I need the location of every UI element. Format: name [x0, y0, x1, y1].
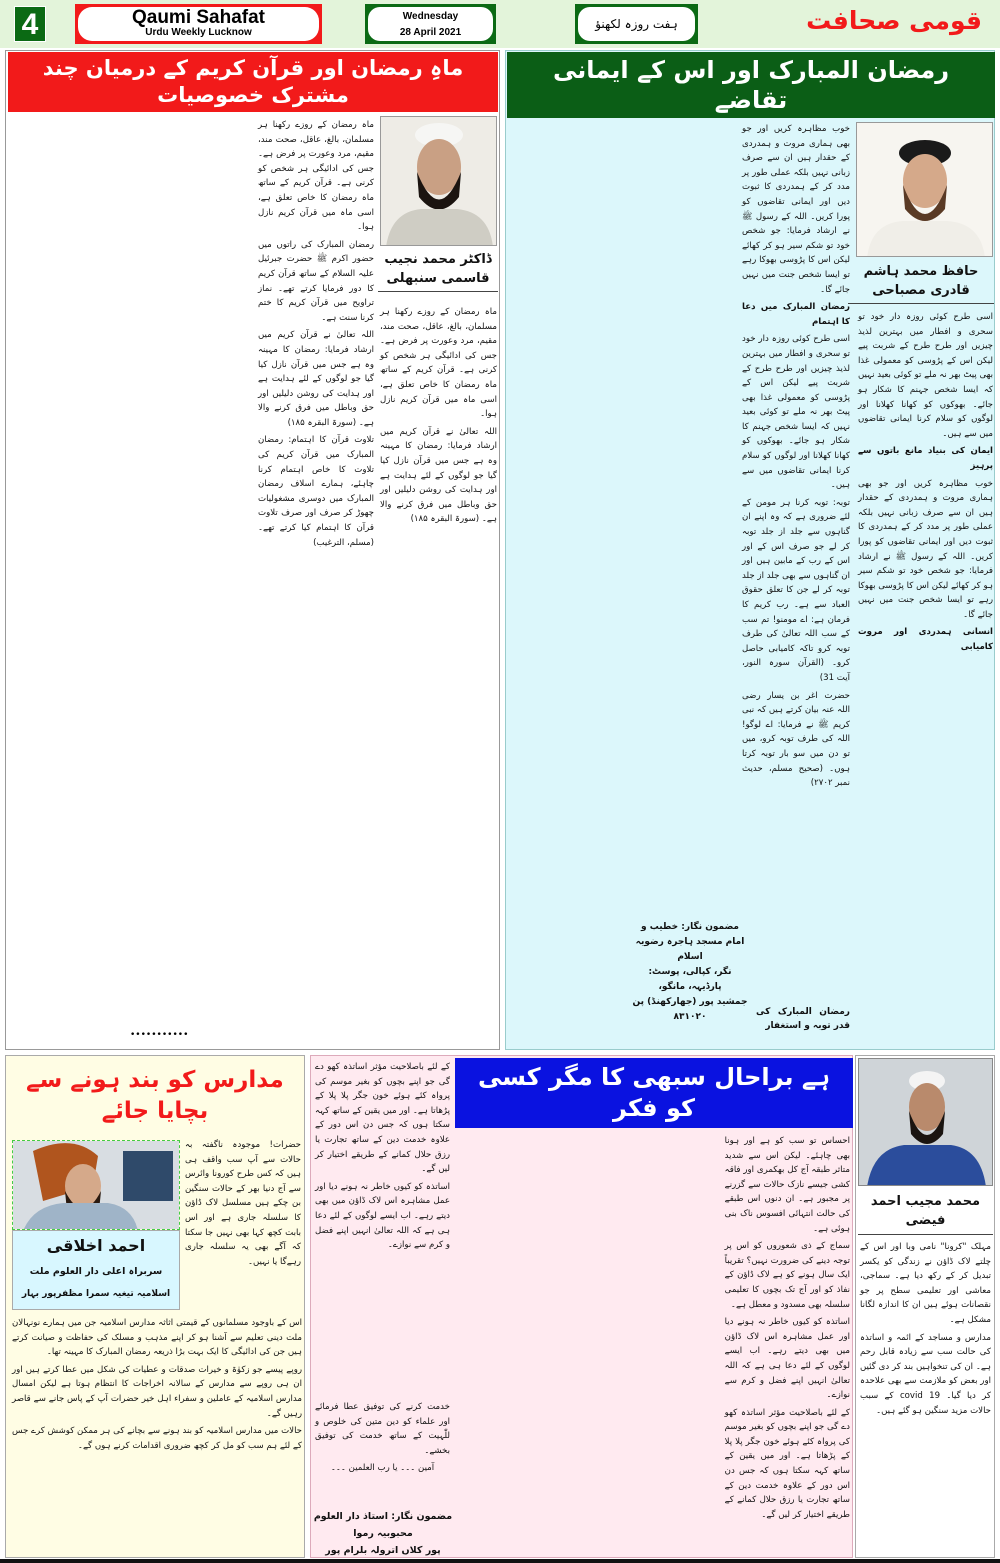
paragraph: خوب مظاہرہ کریں اور جو بھی ہماری مروت و ہمدردی کے حقدار ہیں ان سے صرف زبانی نہیں بلکہ عملی طور پر مدد کر کے ہمدردی کا ثبوت دیں اور ایمانی تقاضوں کو پورا کریں۔ اللہ کے رسول ﷺ نے ارشاد فرمایا: جو شخص خود تو شکم سیر ہو کر کھائے لیکن اس کا پڑوسی بھوکا رہے تو ایسا شخص جنت میں نہیں جائے گا۔ [858, 478, 993, 620]
address-line: نگر، کپالی، پوسٹ: پارڈیہہ، مانگو، [648, 967, 732, 992]
title-box [75, 4, 322, 44]
paragraph: اساتذہ کو کیوں خاطر نہ ہونے دیا اور عمل مشاہرہ اس لاک ڈاؤن میں بھی دیتے رہے۔ اب ایسے لوگوں کے لئے دعا ہی ہے کہ اللہ تعالیٰ انہیں اپنے فضل و کرم سے نوازے۔ [724, 1317, 850, 1401]
paragraph: حالات میں مدارس اسلامیہ کو بند ہونے سے بچانے کی ہر ممکن کوشش کرے جس کے لئے ہم سب کو مل کر کچھ ضروری اقدامات کرنے ہوں گے۔ [12, 1426, 302, 1451]
newspaper-subtitle: Urdu Weekly Lucknow [145, 27, 252, 38]
weekly-label: ہفت روزہ لکھنؤ [578, 7, 695, 41]
article-closing [315, 1400, 450, 1479]
article-body [458, 1134, 850, 1554]
end-mark: ••••••••••• [130, 1030, 189, 1040]
paragraph: ماہ رمضان کے روزے رکھنا ہر مسلمان، بالغ، عاقل، صحت مند، مقیم، مرد وعورت پر فرض ہے۔ جس کی ادائیگی ہر شخص کو کرنی ہے۔ قرآن کریم کے ساتھ ماہ رمضان کا خاص تعلق ہے، اسی ماہ میں قرآن کریم نازل ہوا۔ [258, 120, 374, 233]
article-body-column [315, 1060, 450, 1256]
paragraph: روپے پیسے جو زکوٰۃ و خیرات صدقات و عطیات کی شکل میں عطا کرتے ہیں اور ان ہی روپے سے مدارس کے سالانہ اخراجات کا انتظام ہوتا ہے لیکن امسال مدارس اسلامیہ کے عاملین و سفراء اہل خیر حضرات آپ کے پاس جانے سے قاصر رہیں گے۔ [12, 1364, 302, 1419]
paragraph: احساس تو سب کو ہے اور ہونا بھی چاہئے۔ لیکن اس سے شدید متاثر طبقہ آج کل بھکمری اور فاقہ کشی جیسے نازک حالات سے گزرنے پر مجبور ہے۔ ان دنوں اس طبقے کی حالت انتہائی افسوس ناک بنی ہوئی ہے۔ [724, 1136, 850, 1234]
subheading: انسانی ہمدردی اور مروت کامیابی [858, 627, 993, 653]
article-body-column [380, 305, 497, 530]
paragraph: اللہ تعالیٰ نے قرآن کریم میں ارشاد فرمایا: رمضان کا مہینہ وہ ہے جس میں قرآن نازل کیا گیا جو لوگوں کے لئے ہدایت ہے اور ہدایت کی روشن دلیلیں اور حق وباطل میں فرق کرنے والا ہے۔ (سورۃ البقرہ ۱۸۵) [258, 330, 374, 428]
paragraph: اس کے باوجود مسلمانوں کے قیمتی اثاثہ مدارس اسلامیہ جن میں ہمارے نونہالان ملت دینی تعلیم سے آشنا ہو کر اپنے مذہب و مسلک کی حفاظت و صیانت کرتے ہیں جن کی ادائیگی کا ایک بہت بڑا ذریعہ رمضان المبارک کا مہینہ تھا۔ [12, 1318, 302, 1358]
issue-date: 28 April 2021 [399, 27, 462, 38]
article-body [510, 122, 850, 912]
closing-prayer: خدمت کرنے کی توفیق عطا فرمائے اور علماء کو دین متین کی خلوص و للّٰہیت کے ساتھ خدمت کی توفیق بخشے۔ [315, 1402, 450, 1456]
closing-amen: آمین ۔۔۔ یا رب العلمین ۔۔۔ [330, 1463, 435, 1474]
paragraph: ماہ رمضان کے روزے رکھنا ہر مسلمان، بالغ، عاقل، صحت مند، مقیم، مرد وعورت پر فرض ہے۔ جس کی ادائیگی ہر شخص کو کرنی ہے۔ قرآن کریم کے ساتھ ماہ رمضان کا خاص تعلق ہے، اسی ماہ میں قرآن کریم نازل ہوا۔ [380, 307, 497, 420]
author-byline: حافظ محمد ہاشم قادری مصباحی [848, 262, 994, 304]
subheading: رمضان المبارک کی قدر توبہ و استغفار [756, 1007, 850, 1031]
paragraph: حضرات! موجودہ ناگفتہ بہ حالات سے آپ سب واقف ہی ہیں کہ کس طرح کورونا وائرس سے آج دنیا بھر کے حالات سنگین بن چکے ہیں مسلسل لاک ڈاؤن کا سلسلہ جاری ہے اور اس بابت کچھ کہا بھی نہیں جا سکتا کہ آگے بھی یہ سلسلہ جاری رہےگا یا نہیں۔ [185, 1140, 301, 1267]
paragraph: توبہ: توبہ کرنا ہر مومن کے لئے ضروری ہے کہ وہ اپنے ان گناہوں سے جلد از جلد توبہ کر لے جو صرف اس کے اور اس کے رب کے مابین ہیں اور ان گناہوں سے بھی جلد از جلد توبہ کر لے جن کا تعلق حقوق العباد سے ہے۔ رب کریم کا فرمان ہے: اے مومنو! تم سب کے سب اللہ تعالیٰ کی طرف توبہ کرو تاکہ کامیابی حاصل کرو۔ (القرآن سورہ النور، آیت 31) [742, 497, 850, 683]
author-byline: محمد مجیب احمد فیضی [858, 1192, 993, 1235]
author-photo [858, 1058, 993, 1186]
author-photo [12, 1140, 180, 1230]
address-line: مضمون نگار: خطیب و امام مسجد ہاجرہ رضویہ اسلام [635, 922, 745, 962]
urdu-masthead: قومی صحافت [806, 6, 982, 35]
author-footer [313, 1508, 453, 1559]
article-body [10, 118, 374, 1018]
author-title: سربراہ اعلی دار العلوم ملت [29, 1266, 163, 1277]
address-line: جمشید پور (جھارکھنڈ) پن ۸۳۱۰۲۰ [632, 997, 748, 1022]
author-address [632, 920, 748, 1025]
paragraph: تلاوت قرآن کا اہتمام: رمضان المبارک میں قرآن کریم کی تلاوت کا خاص اہتمام کرنا چاہئے، ہمارے اسلاف رمضان المبارک میں دوسری مشغولیات چھوڑ کر صرف اور صرف تلاوت قرآن کا اہتمام کیا کرتے تھے۔ (مسلم، الترغیب) [258, 435, 374, 548]
article-body-column [860, 1240, 991, 1421]
paragraph: حضرت اغر بن یسار رضی اللہ عنہ بیان کرتے ہیں کہ نبی کریم ﷺ نے فرمایا: اے لوگو! اللہ کی طرف توبہ کرو، میں تو دن میں سو بار توبہ کرتا ہوں۔ (صحیح مسلم، حدیث نمبر ۲۷۰۲) [742, 690, 850, 789]
paragraph: خوب مظاہرہ کریں اور جو بھی ہماری مروت و ہمدردی کے حقدار ہیں ان سے صرف زبانی نہیں بلکہ عملی طور پر مدد کر کے ہمدردی کا ثبوت دیں اور ایمانی تقاضوں کو پورا کریں۔ اللہ کے رسول ﷺ نے ارشاد فرمایا: جو شخص خود تو شکم سیر ہو کر کھائے لیکن اس کا پڑوسی بھوکا رہے تو ایسا شخص جنت میں نہیں جائے گا۔ [742, 124, 850, 295]
paragraph: اساتذہ کو کیوں خاطر نہ ہونے دیا اور عمل مشاہرہ اس لاک ڈاؤن میں بھی دیتے رہے۔ اب ایسے لوگوں کے لئے دعا ہی ہے کہ اللہ تعالیٰ انہیں اپنے فضل و کرم سے نوازے۔ [315, 1181, 450, 1251]
article-headline: رمضان المبارک اور اس کے ایمانی تقاضے [507, 52, 995, 118]
newspaper-title: Qaumi Sahafat [131, 7, 266, 28]
paragraph: مہلک "کرونا" نامی وبا اور اس کے چلتے لاک ڈاؤن نے زندگی کو یکسر تبدیل کر کے رکھ دیا ہے۔ سماجی، معاشی اور تعلیمی سطح پر جو نقصانات ہوئے ہیں ان کا اندازہ لگانا مشکل ہے۔ [860, 1242, 991, 1325]
paragraph: رمضان المبارک کی راتوں میں حضور اکرم ﷺ حضرت جبرئیل علیہ السلام کے ساتھ قرآن کریم کا دور فرمایا کرتے تھے۔ نماز تراویح میں قرآن کریم کا ختم کرنا سنت ہے۔ [258, 239, 374, 323]
article-body-column [858, 310, 993, 658]
author-byline: احمد اخلاقی [46, 1236, 146, 1255]
weekly-box [575, 4, 698, 44]
author-byline: ڈاکٹر محمد نجیب قاسمی سنبھلی [378, 250, 498, 292]
article-headline: مدارس کو بند ہونے سے بچایا جائے [26, 1067, 284, 1124]
subheading: رمضان المبارک میں دعا کا اہتمام [742, 302, 850, 327]
article-headline: ماہِ رمضان اور قرآن کریم کے درمیان چند مشترک خصوصیات [8, 52, 498, 112]
paragraph: کے لئے باصلاحیت مؤثر اساتذہ کھو دے گی جو اپنے بچوں کو بغیر موسم کی پرواہ کئے ہوئے خون جگر پلا پلا کے پڑھاتا ہے۔ اور میں یقین کے ساتھ کہہ سکتا ہوں کہ جس دن اس دور کے علاوہ خدمت دین کے ساتھ تجارت یا رزق حلال کمانے کے طریقے اختیار کر لیں گے۔ [315, 1062, 450, 1175]
author-photo [856, 122, 993, 257]
author-credit: پور کلاں اترولہ بلرام پور [325, 1545, 441, 1556]
paragraph: اسی طرح کوئی روزہ دار خود تو سحری و افطار میں بہترین لذیذ چیزیں اور طرح طرح کے شربت پیے لیکن اس کے پڑوسی کو معمولی غذا بھی پیٹ بھر نہ ملے تو کوئی بعید نہیں کہ ایسا شخص جہنم کا شکار ہو جائے۔ بھوکوں کو کھانا کھلانا اور لوگوں کو سلام کرنا ایمانی تقاضوں میں سے ہیں۔ [858, 312, 993, 439]
issue-day: Wednesday [402, 11, 459, 22]
author-credit: مضمون نگار: استاذ دار العلوم محبوبیہ رموا [313, 1511, 453, 1539]
author-box [12, 1230, 180, 1310]
subheading: ایمان کی بنیاد مانع باتوں سے پرہیز [858, 446, 993, 471]
article-headline: ہے براحال سبھی کا مگر کسی کو فکر [455, 1058, 853, 1128]
paragraph: کے لئے باصلاحیت مؤثر اساتذہ کھو دے گی جو اپنے بچوں کو بغیر موسم کی پرواہ کئے ہوئے خون جگر پلا پلا کے پڑھاتا ہے۔ اور میں یقین کے ساتھ کہہ سکتا ہوں کہ جس دن اس دور کے علاوہ خدمت دین کے ساتھ تجارت یا رزق حلال کمانے کے طریقے اختیار کر لیں گے۔ [724, 1407, 850, 1520]
paragraph: اللہ تعالیٰ نے قرآن کریم میں ارشاد فرمایا: رمضان کا مہینہ وہ ہے جس میں قرآن نازل کیا گیا جو لوگوں کے لئے ہدایت ہے اور ہدایت کی روشن دلیلیں اور حق وباطل میں فرق کرنے والا ہے۔ (سورۃ البقرہ ۱۸۵) [380, 426, 497, 525]
paragraph: مدارس و مساجد کے ائمہ و اساتذہ کی حالت سب سے زیادہ قابل رحم ہے۔ ان کی تنخواہیں بند کر دی گئیں اور بعض کو ملازمت سے بھی علاحدہ کر دیا گیا۔ covid 19 کے سبب حالات مزید سنگین ہو گئے ہیں۔ [860, 1332, 991, 1416]
article-body [12, 1316, 302, 1456]
author-title: اسلامیہ تیغیہ سمرا مظفرپور بہار [21, 1289, 171, 1299]
paragraph: سماج کے ذی شعوروں کو اس پر توجہ دینے کی ضرورت نہیں؟ تقریباً ایک سال ہونے کو ہے لاک ڈاؤن کے نفاذ کو اور آج تک بچوں کا تعلیمی سلسلہ بھی مسدود و معطل ہے۔ [724, 1241, 850, 1310]
article-body-column [185, 1138, 301, 1272]
paragraph: اسی طرح کوئی روزہ دار خود تو سحری و افطار میں بہترین لذیذ چیزیں اور طرح طرح کے شربت پیے لیکن اس کے پڑوسی کو معمولی غذا بھی پیٹ بھر نہ ملے تو کوئی بعید نہیں کہ ایسا شخص جہنم کا شکار ہو جائے۔ بھوکوں کو کھانا کھلانا اور لوگوں کو سلام کرنا ایمانی تقاضوں میں سے ہیں۔ [742, 334, 850, 491]
author-photo [380, 116, 497, 246]
page-bottom-rule [0, 1559, 1000, 1563]
date-box [365, 4, 496, 44]
page-number: 4 [14, 6, 46, 42]
